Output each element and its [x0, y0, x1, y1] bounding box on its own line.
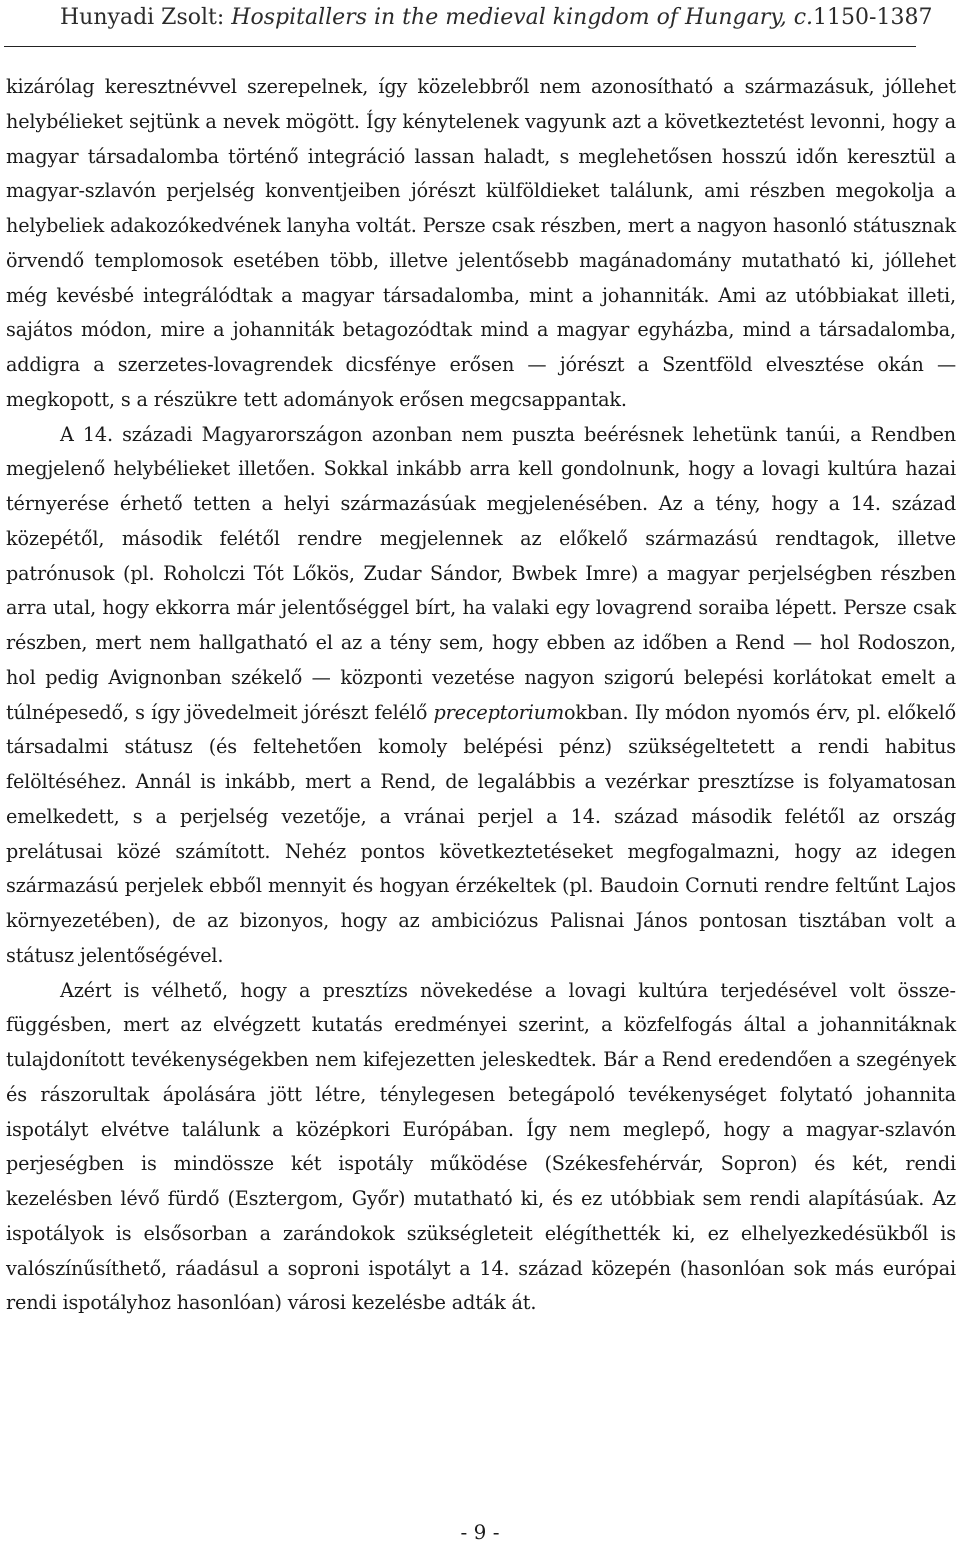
paragraph-2-part-a: A 14. századi Magyarországon azonban nem puszta beérésnek lehetünk tanúi, a Rendben megjelenő helybélieket illetően. Sokkal inkább arra kell gondolnunk, hogy a lovagi kultúra hazai térnyerése érhető tetten a helyi származásúak megjelenésében. Az a tény, hogy a 14. század közepétől, második felétől rendre megjelennek az előkelő származású rendtagok, illetve patrónusok (pl. Roholczi Tót Lőkös, Zudar Sándor, Bwbek Imre) a magyar perjelségben részben arra utal, hogy ekkorra már jelentőséggel bírt, ha valaki egy lovagrend soraiba lépett. Persze csak részben, mert nem hallgatható el az a tény sem, hogy ebben az időben a Rend — hol Rodoszon, hol pedig Avignonban székelő — központi vezetése nagyon szigorú belepési korlátokat emelt a túlnépesedő, s így jövedelmeit jórészt felélő — [6, 422, 956, 724]
header-author: Hunyadi Zsolt: — [60, 5, 232, 30]
paragraph-2-part-b: okban. Ily módon nyomós érv, pl. előkelő társadalmi státusz (és feltehetően komoly belépési pénz) szükségeltetett a rendi habitus felöltéséhez. Annál is inkább, mert a Rend, de legalábbis a vezérkar presztízse is folyamatosan emelkedett, s a perjelség vezetője, a vránai perjel a 14. század második felétől az ország prelátusai közé számított. Nehéz pontos következtetéseket megfogalmazni, hogy az idegen származású perjelek ebből mennyit és hogyan érzékeltek (pl. Baudoin Cornuti rendre feltűnt Lajos környezetében), de az bizonyos, hogy az ambiciózus Palisnai János pontosan tisztában volt a státusz jelentőségével. — [6, 700, 956, 967]
header-years: 1150-1387 — [813, 5, 933, 30]
body-text — [6, 70, 956, 1321]
paragraph-2 — [6, 418, 956, 974]
running-header — [60, 2, 933, 42]
page-number: - 9 - — [460, 1520, 500, 1544]
paragraph-1: kizárólag keresztnévvel szerepelnek, így közelebbről nem azonosítható a származásuk, jóllehet helybélieket sejtünk a nevek mögött. Így kénytelenek vagyunk azt a következtetést levonni, hogy a magyar társadalomba történő integráció lassan haladt, s meglehetősen hosszú időn keresztül a magyar-szlavón perjelség konventjeiben jórészt külföldieket találunk, ami részben megokolja a helybeliek adakozókedvének lanyha voltát. Persze csak részben, mert a nagyon hasonló státusznak örvendő templomosok esetében több, illetve jelentősebb magánadomány mutatható ki, jóllehet még kevésbé integrálódtak a magyar társadalomba, mint a johanniták. Ami az utóbbiakat illeti, sajátos módon, mire a johanniták betagozódtak mind a magyar egyházba, mind a társadalomba, addigra a szerzetes-lovagrendek dicsfénye erősen — jórészt a Szentföld elvesztése okán — megkopott, s a részükre tett adományok erősen megcsappantak. — [6, 75, 956, 411]
paragraph-3: Azért is vélhető, hogy a presztízs növekedése a lovagi kultúra terjedésével volt összefüggésben, mert az elvégzett kutatás eredményei szerint, a közfelfogás által a johannitáknak tulajdonított tevékenységekben nem kifejezetten jeleskedtek. Bár a Rend eredendően a szegények és rászorultak ápolására jött létre, ténylegesen betegápoló tevékenységet folytató johannita ispotályt elvétve találunk a középkori Európában. Így nem meglepő, hogy a magyar-szlavón perjeségben is mindössze két ispotály működése (Székesfehérvár, Sopron) és két, rendi kezelésben lévő fürdő (Esztergom, Győr) mutatható ki, és ez utóbbiak sem rendi alapításúak. Az ispotályok is elsősorban a zarándokok szükségleteit elégíthették ki, ez elhelyezkedésükből is valószínűsíthető, ráadásul a soproni ispotályt a 14. század közepén (hasonlóan sok más európai rendi ispotályhoz hasonlóan) városi kezelésbe adták át. — [6, 978, 956, 1315]
header-title: Hospitallers in the medieval kingdom of Hungary, c. — [231, 5, 814, 30]
header-rule — [4, 46, 916, 47]
paragraph-2-italic-term: preceptorium — [433, 700, 564, 724]
